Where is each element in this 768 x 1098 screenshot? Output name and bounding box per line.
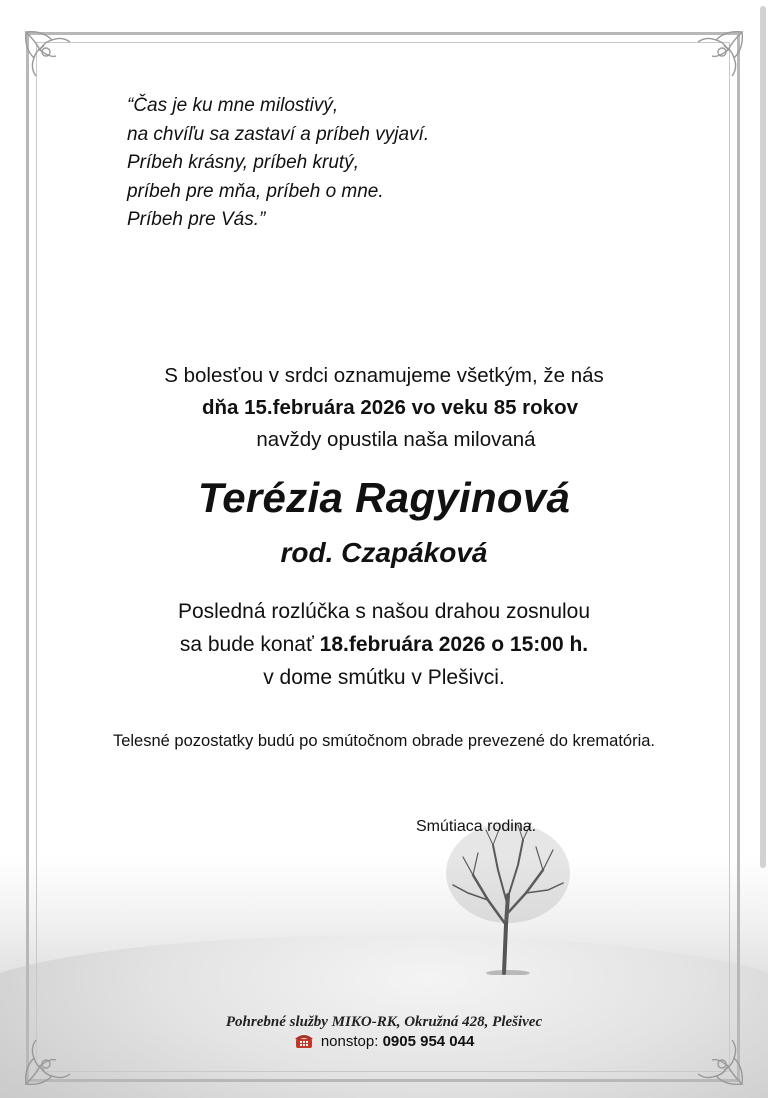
farewell-line-2-prefix: sa bude konať bbox=[179, 633, 320, 656]
poem-quote bbox=[127, 92, 429, 235]
signature: Smútiaca rodina. bbox=[416, 818, 537, 835]
deceased-name: Terézia Ragyinová bbox=[197, 474, 571, 521]
farewell-date-time: 18.februára 2026 o 15:00 h. bbox=[319, 633, 589, 656]
quote-line: príbeh pre mňa, príbeh o mne. bbox=[127, 180, 384, 202]
deceased-maiden-name: rod. Czapáková bbox=[280, 537, 488, 568]
cremation-note: Telesné pozostatky budú po smútočnom obrade prevezené do krematória. bbox=[112, 732, 656, 750]
ornament-corner-top-left-icon bbox=[22, 28, 82, 88]
ornament-corner-top-right-icon bbox=[686, 28, 746, 88]
quote-line: “Čas je ku mne milostivý, bbox=[127, 95, 339, 116]
farewell-place: v dome smútku v Plešivci. bbox=[263, 666, 505, 689]
farewell-line-2 bbox=[0, 629, 768, 661]
farewell-line-1: Posledná rozlúčka s našou drahou zosnulou bbox=[177, 600, 591, 623]
announcement-date-age: dňa 15.februára 2026 vo veku 85 rokov bbox=[201, 396, 579, 419]
funeral-service-company: Pohrebné služby MIKO-RK, Okružná 428, Plešivec bbox=[225, 1014, 543, 1030]
announcement-line-1: S bolesťou v srdci oznamujeme všetkým, že nás bbox=[164, 364, 604, 387]
telephone-icon bbox=[294, 1033, 314, 1049]
phone-number[interactable]: 0905 954 044 bbox=[382, 1033, 475, 1050]
footer-phone bbox=[0, 1033, 768, 1050]
quote-line: Príbeh pre Vás.” bbox=[127, 209, 266, 230]
quote-line: Príbeh krásny, príbeh krutý, bbox=[127, 152, 359, 173]
announcement-line-3: navždy opustila naša milovaná bbox=[256, 428, 536, 451]
phone-label: nonstop: bbox=[320, 1033, 379, 1050]
scrollbar[interactable] bbox=[760, 6, 766, 868]
quote-line: na chvíľu sa zastaví a príbeh vyjaví. bbox=[127, 123, 430, 145]
